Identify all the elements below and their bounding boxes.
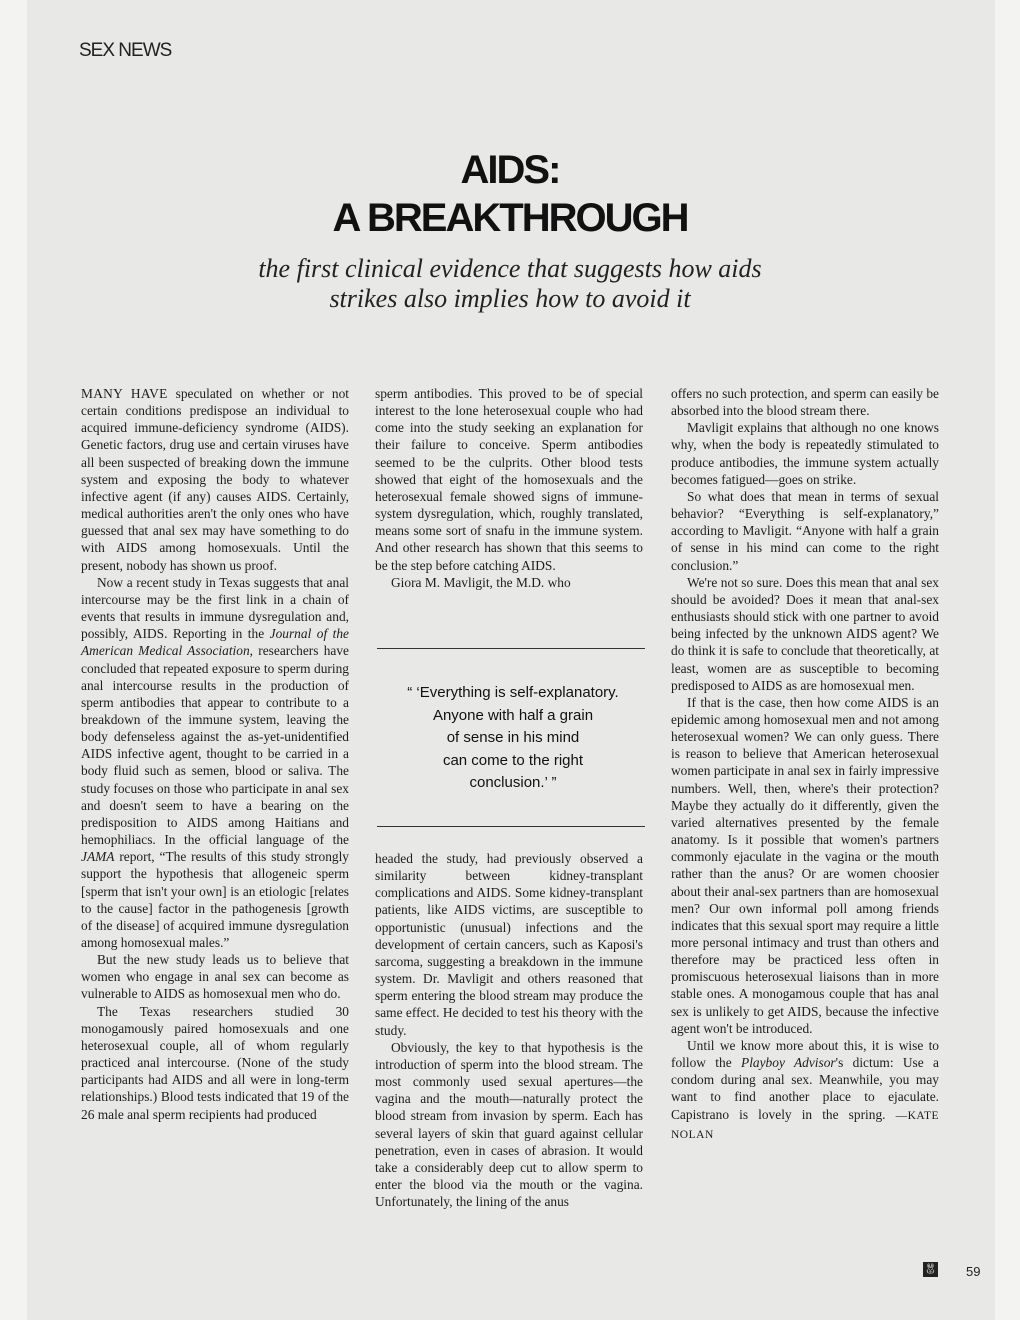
paragraph-text: 's dictum: Use a condom during anal sex. Meanwhile, you may want to find another place to ejaculate. Capistrano is lovely in the spring.	[671, 1055, 939, 1122]
paragraph: We're not so sure. Does this mean that anal sex should be avoided? Does it mean that anal-sex enthusiasts should stick with one partner to avoid being infected by the unknown AIDS agent? We do think it is safe to conclude that theoretically, at least, women are as susceptible to becoming predisposed to AIDS as are homosexual men.	[671, 574, 939, 693]
paragraph: offers no such protection, and sperm can easily be absorbed into the blood stream there.	[671, 386, 939, 419]
paragraph: Obviously, the key to that hypothesis is the introduction of sperm into the blood stream. The most commonly used sexual apertures—the vagina and the mouth—naturally protect the blood stream from invasion by sperm. Each has several layers of skin that guard against cellular penetration, even in cases of abrasion. It would take a considerably deep cut to allow sperm to enter the blood via the mouth or the vagina. Unfortunately, the lining of the anus	[375, 1039, 643, 1210]
headline-line-1: AIDS:	[460, 148, 560, 192]
pull-quote-line: can come to the right	[442, 751, 584, 769]
headline-line-2: A BREAKTHROUGH	[332, 196, 688, 240]
paragraph	[671, 1037, 939, 1144]
pull-quote-line: of sense in his mind	[446, 729, 580, 746]
rabbit-head-icon: 🐰︎	[924, 1264, 937, 1275]
section-label: SEX NEWS	[79, 40, 172, 61]
paragraph: Mavligit explains that although no one knows why, when the body is repeatedly stimulated to produce antibodies, the immune system actually becomes fatigued—goes on strike.	[671, 420, 939, 487]
pull-quote-line: Anyone with half a grain	[432, 706, 594, 724]
lead-in: MANY HAVE	[81, 386, 168, 401]
journal-name: Journal of the American Medical Association	[81, 626, 349, 659]
paragraph-text: Until we know more about this, it is wise to follow the	[671, 1037, 939, 1071]
pull-quote	[373, 682, 653, 795]
paragraph: But the new study leads us to believe that women who engage in anal sex can become as vulnerable to AIDS as homosexual men who do.	[81, 952, 349, 1002]
paragraph-text: report, “The results of this study strongly support the hypothesis that allogeneic sperm [sperm that isn't your own] is an etiologic [relates to the cause] factor in the pathogenesis [growth of the disease] of acquired immune dysregulation among homosexual males.”	[81, 849, 349, 950]
article-column-2-upper	[375, 385, 643, 591]
paragraph-text: Now a recent study in Texas suggests that anal intercourse may be the first link in a chain of events that results in immune dysregulation and, possibly, AIDS. Reporting in the	[81, 574, 349, 642]
paragraph: headed the study, had previously observed a similarity between kidney-transplant complications and AIDS. Some kidney-transplant patients, like AIDS victims, are susceptible to opportunistic (unusual) infections and the development of certain cancers, such as Kaposi's sarcoma, suggesting a breakdown in the immune system. Dr. Mavligit and others reasoned that sperm entering the blood stream may produce the same effect. He decided to test his theory with the study.	[375, 851, 643, 1038]
author-byline: —KATE NOLAN	[671, 1109, 939, 1141]
deck-line-1: the first clinical evidence that suggests how aids	[258, 254, 762, 283]
paragraph	[81, 385, 349, 574]
paragraph: The Texas researchers studied 30 monogamously paired homosexuals and one heterosexual couple, all of whom regularly practiced anal intercourse. (None of the study participants had AIDS and all were in long-term relationships.) Blood tests indicated that 19 of the 26 male anal sperm recipients had produced	[81, 1003, 349, 1122]
pull-quote-line: conclusion.’ ”	[469, 774, 557, 791]
page-number: 59	[966, 1264, 981, 1279]
journal-abbrev: JAMA	[81, 849, 115, 865]
article-column-2-lower	[375, 850, 643, 1210]
paragraph: If that is the case, then how come AIDS is an epidemic among homosexual men and not among heterosexual women? We can only guess. There is reason to believe that American heterosexual women participate in anal sex in fairly impressive numbers. Well, then, where's their protection? Maybe they actually do it differently, given the varied alternatives presented by the female anatomy. Is it possible that women's partners commonly ejaculate in the vagina or the mouth rather than the anus? Or are women choosier about their anal-sex partners than are homosexual men? Our own informal poll among friends indicates that this sexual sport may require a little more personal intimacy and trust than others and therefore may be practiced less often in promiscuous heterosexual liaisons than in more stable ones. A monogamous couple that has anal sex is unlikely to get AIDS, because the infective agent won't be introduced.	[671, 694, 939, 1036]
pull-quote-rule-bottom	[377, 826, 645, 827]
article-column-1	[81, 385, 349, 1123]
pull-quote-line: “ ‘Everything is self-explanatory.	[407, 684, 619, 701]
paragraph-text: , researchers have concluded that repeated exposure to sperm during anal intercourse results in the production of sperm antibodies that appear to contribute to a breakdown of the immune system, leaving the body defenseless against the as-yet-unidentified AIDS infective agent, thought to be carried in a body fluid such as semen, blood or saliva. The study focuses on those who participate in anal sex and doesn't seem to have a bearing on the predisposition to AIDS among Haitians and hemophiliacs. In the official language of the	[81, 643, 349, 848]
article-column-3	[671, 385, 939, 1144]
paragraph	[81, 574, 349, 951]
paragraph: Giora M. Mavligit, the M.D. who	[391, 574, 571, 590]
column-name: Playboy Advisor	[741, 1055, 836, 1071]
paragraph: sperm antibodies. This proved to be of special interest to the lone heterosexual couple who had come into the study seeking an explanation for their failure to conceive. Sperm antibodies seemed to be the culprits. Other blood tests showed that eight of the homosexuals and the heterosexual female showed signs of immune-system dysregulation, which, roughly translated, means some sort of snafu in the immune system. And other research has shown that this seems to be the step before catching AIDS.	[375, 386, 643, 573]
paragraph: So what does that mean in terms of sexual behavior? “Everything is self-explanatory,” according to Mavligit. “Anyone with half a grain of sense in his mind can come to the right conclusion.”	[671, 488, 939, 573]
deck-line-2: strikes also implies how to avoid it	[329, 284, 691, 313]
pull-quote-rule-top	[377, 648, 645, 649]
paragraph-text: speculated on whether or not certain conditions predispose an individual to acquired immune-deficiency syndrome (AIDS). Genetic factors, drug use and certain viruses have all been suspected of breaking down the immune system and exposing the body to whatever infective agent (if any) causes AIDS. Certainly, medical authorities aren't the only ones who have guessed that anal sex may have something to do with AIDS among homosexuals. Until the present, nobody has shown us proof.	[81, 386, 349, 573]
